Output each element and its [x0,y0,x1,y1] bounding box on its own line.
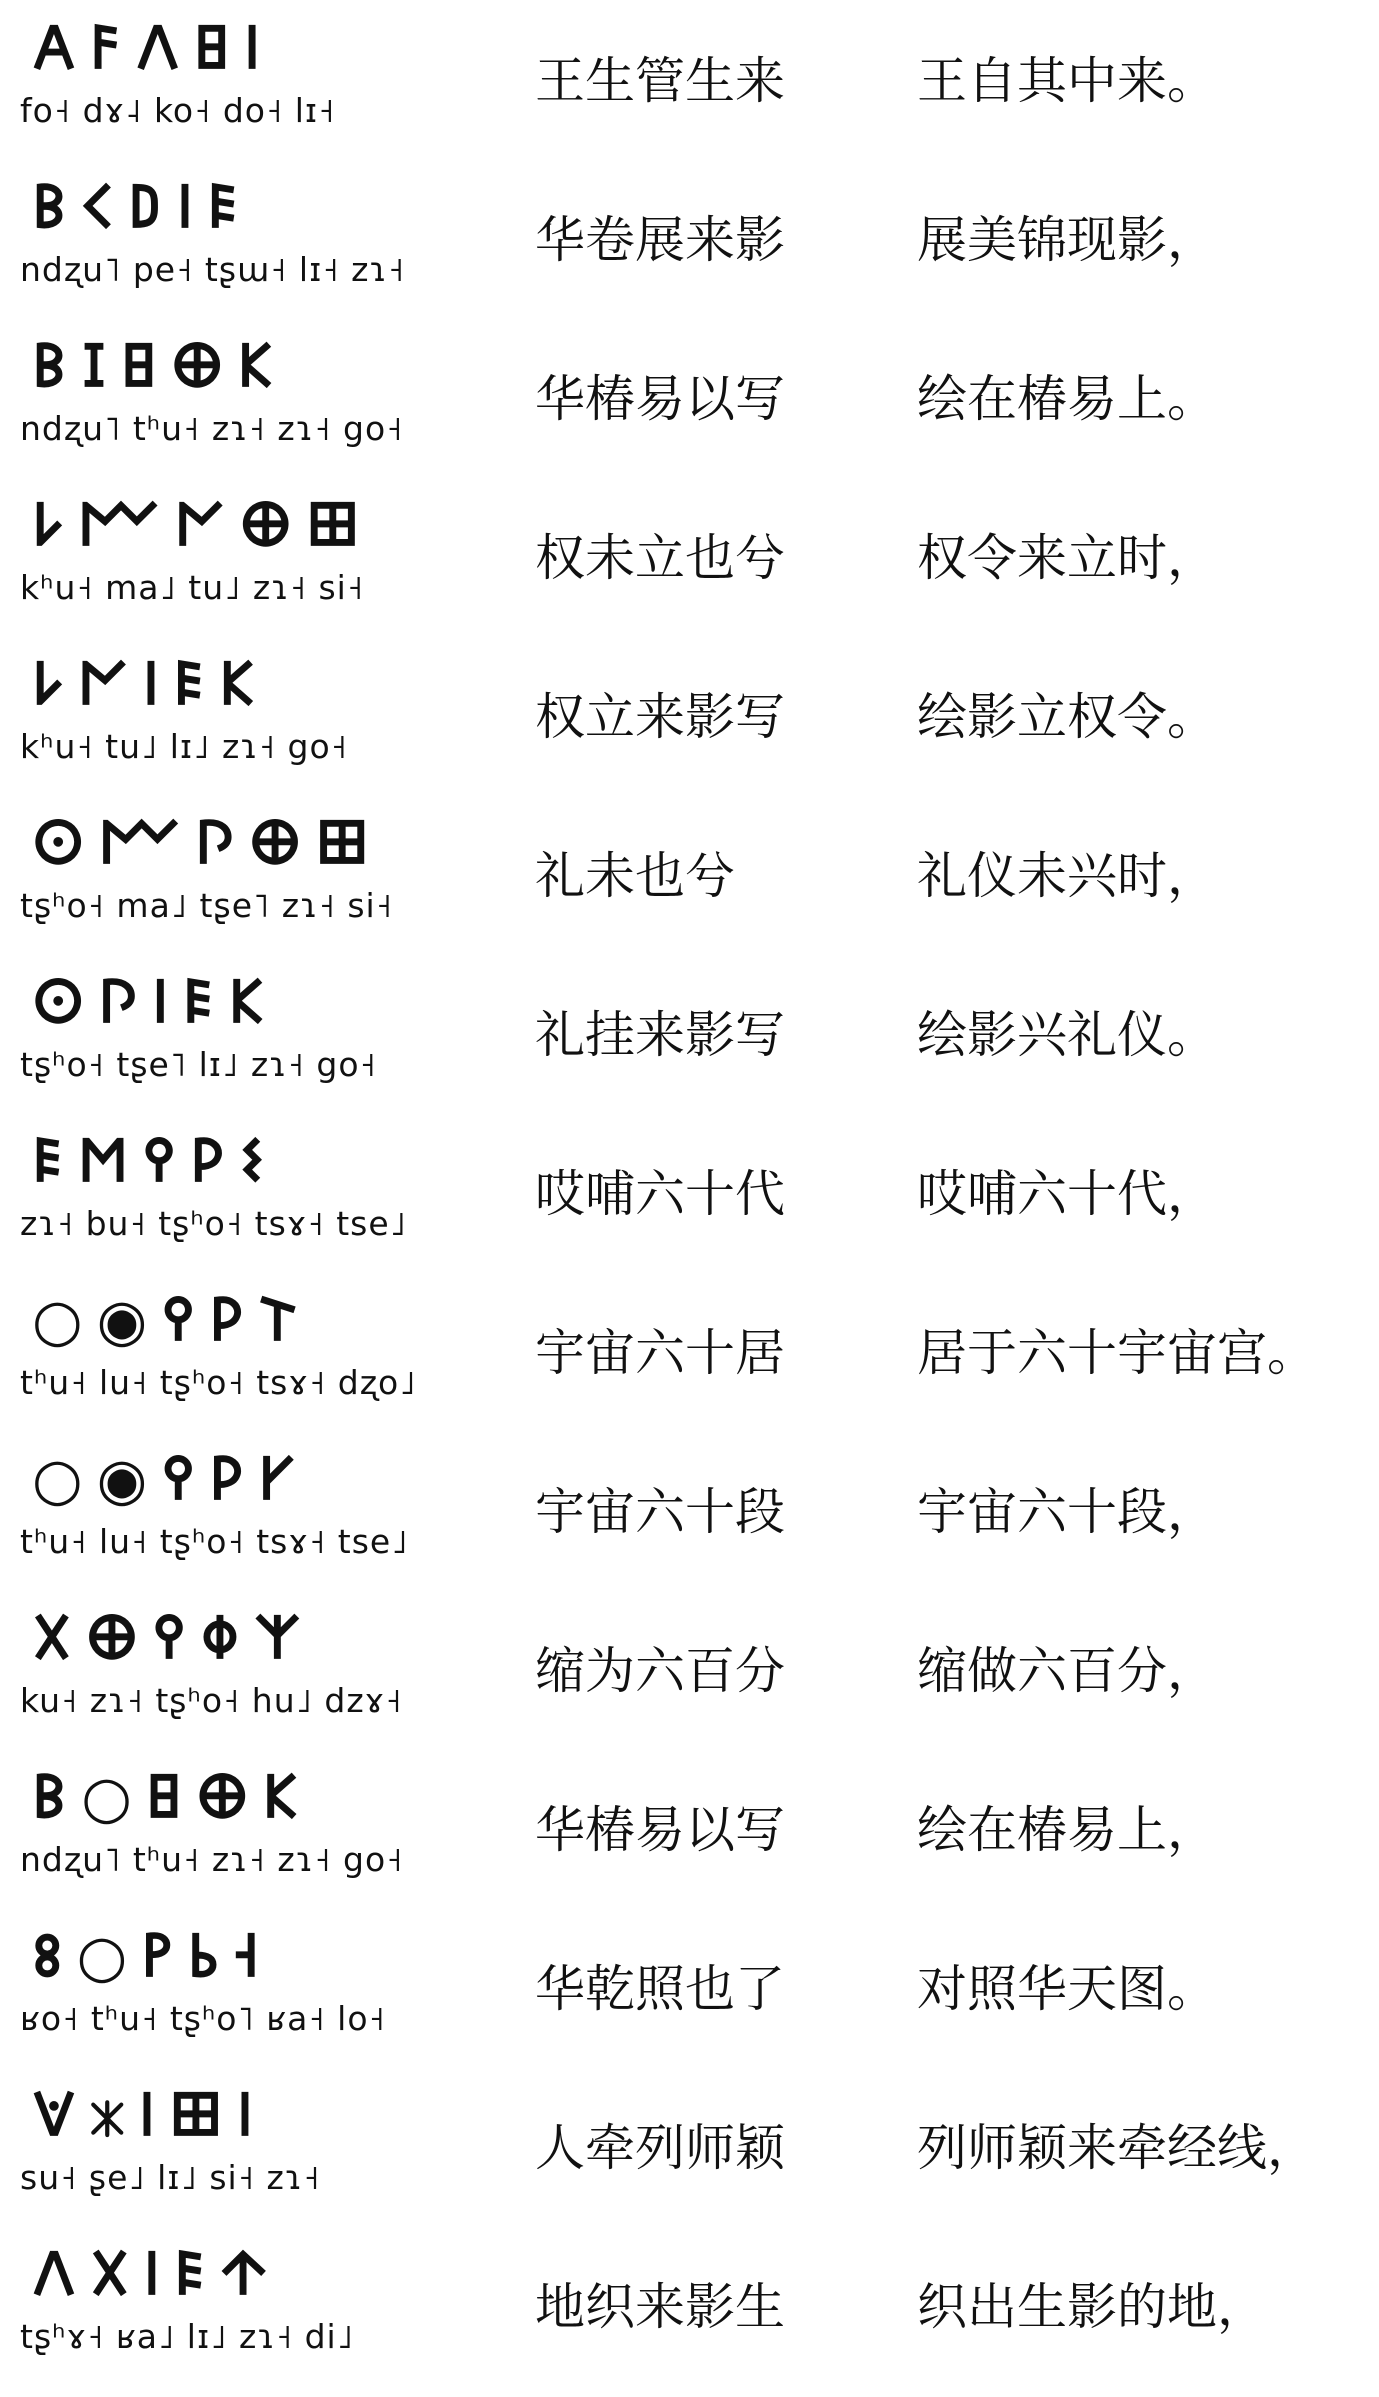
romanization-line: tʂʰo˧ tʂe˥ lɪ˩ zɿ˧ go˧ [20,1045,377,1084]
literal-translation: 地织来影生 [535,2278,785,2336]
free-translation: 列师颖来牵经线， [917,2119,1317,2177]
romanization-line: ndʐu˥ tʰu˧ zɿ˧ zɿ˧ go˧ [20,1840,404,1879]
free-translation: 宇宙六十段， [917,1483,1217,1541]
literal-translation: 王生管生来 [535,52,785,110]
romanization-line: fo˧ dɤ˨ ko˧ do˧ lɪ˧ [20,91,336,130]
literal-translation: 华乾照也了 [535,1960,785,2018]
script-glyphs: 𐌚○𐌛𐌜𐌝 [32,1922,274,1990]
free-translation: 绘在椿易上。 [917,370,1217,428]
romanization-line: ndʐu˥ tʰu˧ zɿ˧ zɿ˧ go˧ [20,409,404,448]
free-translation: 礼仪未兴时， [917,847,1217,905]
romanization-line: kʰu˧ ma˩ tu˩ zɿ˧ si˧ [20,568,365,607]
script-glyphs: 𐌋𐌌𐌍𐌈𐌎 [32,491,374,559]
literal-translation: 宇宙六十段 [535,1483,785,1541]
script-glyphs: 𐌡𐌢𐌉𐌄𐌣 [32,2240,282,2308]
literal-translation: 华椿易以写 [535,370,785,428]
free-translation: 哎哺六十代， [917,1165,1217,1223]
text-row [0,1749,1379,1908]
free-translation: 展美锦现影， [917,211,1217,269]
text-row [0,1908,1379,2067]
free-translation: 缩做六百分， [917,1642,1217,1700]
script-glyphs: 𐌋𐌍𐌉𐌄𐌊 [32,650,271,718]
text-row [0,2226,1379,2385]
script-glyphs: ○◉𐌒𐌓𐌖 [32,1445,310,1513]
text-row [0,1431,1379,1590]
free-translation: 权令来立时， [917,529,1217,587]
romanization-line: tʰu˧ lu˧ tʂʰo˧ tsɤ˧ tse˩ [20,1522,409,1561]
script-glyphs: 𐌁𐌆𐌇𐌈𐌊 [32,332,289,400]
literal-translation: 华椿易以写 [535,1801,785,1859]
script-glyphs: 𐌀𐌅𐌡𐌇𐌉 [32,14,275,82]
script-glyphs: 𐌁○𐌇𐌈𐌊 [32,1763,314,1831]
romanization-line: tʂʰɤ˧ ʁa˩ lɪ˩ zɿ˧ di˩ [20,2317,354,2356]
text-row [0,795,1379,954]
text-row [0,1272,1379,1431]
text-row [0,318,1379,477]
text-row [0,2067,1379,2226]
literal-translation: 权立来影写 [535,688,785,746]
free-translation: 对照华天图。 [917,1960,1217,2018]
literal-translation: 礼未也兮 [535,847,735,905]
literal-translation: 权未立也兮 [535,529,785,587]
literal-translation: 礼挂来影写 [535,1006,785,1064]
free-translation: 绘影兴礼仪。 [917,1006,1217,1064]
script-glyphs: 𐌗𐌈𐌒𐌘𐌙 [32,1604,315,1672]
literal-translation: 哎哺六十代 [535,1165,785,1223]
romanization-line: tʰu˧ lu˧ tʂʰo˧ tsɤ˧ dʐo˩ [20,1363,417,1402]
free-translation: 绘影立权令。 [917,688,1217,746]
free-translation: 绘在椿易上， [917,1801,1217,1859]
free-translation: 织出生影的地， [917,2278,1267,2336]
script-glyphs: ○◉𐌒𐌓𐌕 [32,1286,313,1354]
text-row [0,636,1379,795]
romanization-line: ʁo˧ tʰu˧ tʂʰo˥ ʁa˧ lo˧ [20,1999,386,2038]
text-row [0,1590,1379,1749]
script-glyphs: 𐌏𐌌𐌐𐌈𐌎 [32,809,383,877]
script-glyphs: 𐌏𐌐𐌉𐌄𐌊 [32,968,280,1036]
free-translation: 王自其中来。 [917,52,1217,110]
text-row [0,159,1379,318]
romanization-line: kʰu˧ tu˩ lɪ˩ zɿ˧ go˧ [20,727,348,766]
script-glyphs: 𐌞𐌟𐌉𐌎𐌠 [32,2081,268,2149]
literal-translation: 人牵列师颖 [535,2119,785,2177]
romanization-line: zɿ˧ bu˧ tʂʰo˧ tsɤ˧ tse˩ [20,1204,407,1243]
romanization-line: ndʐu˥ pe˧ tʂɯ˧ lɪ˧ zɿ˧ [20,250,406,289]
text-row [0,0,1379,159]
literal-translation: 缩为六百分 [535,1642,785,1700]
text-row [0,1113,1379,1272]
literal-translation: 华卷展来影 [535,211,785,269]
text-row [0,954,1379,1113]
script-glyphs: 𐌄𐌑𐌒𐌓𐌔 [32,1127,279,1195]
romanization-line: tʂʰo˧ ma˩ tʂe˥ zɿ˧ si˧ [20,886,393,925]
romanization-line: su˧ ʂe˩ lɪ˩ si˧ zɿ˧ [20,2158,321,2197]
free-translation: 居于六十宇宙宫。 [917,1324,1317,1382]
text-row [0,477,1379,636]
romanization-line: ku˧ zɿ˧ tʂʰo˧ hu˩ dzɤ˧ [20,1681,403,1720]
literal-translation: 宇宙六十居 [535,1324,785,1382]
script-glyphs: 𐌁𐌂𐌃𐌉𐌄 [32,173,253,241]
